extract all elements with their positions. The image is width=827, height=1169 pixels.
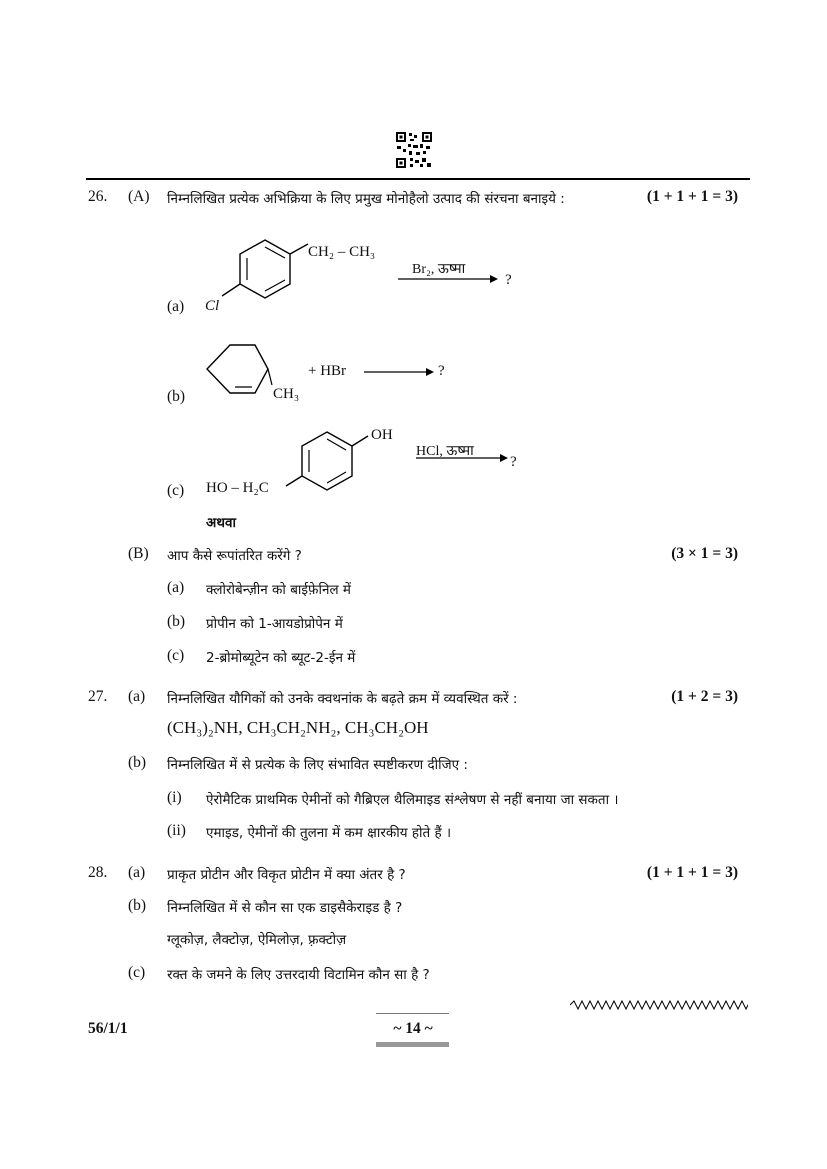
question-text: निम्नलिखित में से कौन सा एक डाइसैकेराइड है ? xyxy=(167,900,403,916)
sub-text: एमाइड, ऐमीनों की तुलना में कम क्षारकीय होते हैं । xyxy=(206,825,452,841)
question-number: 26. xyxy=(88,188,108,205)
sub-label: (i) xyxy=(167,789,182,806)
benzene-ring xyxy=(200,228,520,328)
marks: (1 + 1 + 1 = 3) xyxy=(646,188,738,205)
wavy-divider xyxy=(570,1000,748,1010)
part-label: (b) xyxy=(128,754,147,771)
page-number: ~ 14 ~ xyxy=(393,1020,433,1037)
reaction-label: (c) xyxy=(167,482,185,499)
reaction-label: (a) xyxy=(167,298,185,315)
sub-text: प्रोपीन को 1-आयडोप्रोपेन में xyxy=(206,616,343,632)
product: ? xyxy=(438,363,445,379)
reagent: Br₂, ऊष्मा xyxy=(412,262,466,277)
marks: (3 × 1 = 3) xyxy=(671,545,738,562)
part-label: (A) xyxy=(128,188,150,205)
substituent-left: Cl xyxy=(205,298,220,314)
footer-rule xyxy=(376,1042,449,1047)
sub-text: क्लोरोबेन्ज़ीन को बाईफ़ेनिल में xyxy=(206,582,351,598)
question-text: निम्नलिखित यौगिकों को उनके क्वथनांक के बढ़ते क्रम में व्यवस्थित करें : xyxy=(167,691,518,707)
substituent-left: HO – H₂C xyxy=(206,480,269,496)
question-text: रक्त के जमने के लिए उत्तरदायी विटामिन कौन सा है ? xyxy=(167,967,430,983)
substituent-top: CH₂ – CH₃ xyxy=(308,244,376,260)
qr-code-icon xyxy=(396,132,432,168)
footer-rule xyxy=(376,1013,449,1014)
header-rule xyxy=(86,178,750,180)
part-label: (B) xyxy=(128,545,149,562)
question-text: आप कैसे रूपांतरित करेंगे ? xyxy=(167,548,302,564)
marks: (1 + 1 + 1 = 3) xyxy=(646,864,738,881)
or-divider: अथवा xyxy=(206,515,236,531)
question-number: 28. xyxy=(88,864,108,881)
substituent-top: OH xyxy=(371,427,393,443)
sub-label: (c) xyxy=(167,647,185,664)
sub-label: (b) xyxy=(167,613,186,630)
question-number: 27. xyxy=(88,688,108,705)
options-list: ग्लूकोज़, लैक्टोज़, ऐमिलोज़, फ़्रक्टोज़ xyxy=(167,932,347,948)
substituent: CH₃ xyxy=(273,386,300,402)
reagent: HCl, ऊष्मा xyxy=(416,444,474,459)
reagent: + HBr xyxy=(308,363,347,379)
marks: (1 + 2 = 3) xyxy=(671,688,738,705)
part-label: (a) xyxy=(128,864,146,881)
paper-code: 56/1/1 xyxy=(88,1020,128,1037)
sub-label: (ii) xyxy=(167,822,186,839)
part-label: (a) xyxy=(128,688,146,705)
benzene-ring xyxy=(270,420,520,500)
sub-text: 2-ब्रोमोब्यूटेन को ब्यूट-2-ईन में xyxy=(206,650,356,666)
product: ? xyxy=(505,272,512,288)
compounds-formula: (CH₃)₂NH, CH₃CH₂NH₂, CH₃CH₂OH xyxy=(167,718,429,737)
question-text: निम्नलिखित प्रत्येक अभिक्रिया के लिए प्रमुख मोनोहैलो उत्पाद की संरचना बनाइये : xyxy=(167,191,565,207)
question-text: प्राकृत प्रोटीन और विकृत प्रोटीन में क्या अंतर है ? xyxy=(167,867,406,883)
reaction-label: (b) xyxy=(167,388,186,405)
question-text: निम्नलिखित में से प्रत्येक के लिए संभावित स्पष्टीकरण दीजिए : xyxy=(167,757,468,773)
product: ? xyxy=(510,454,517,470)
part-label: (c) xyxy=(128,964,146,981)
sub-text: ऐरोमैटिक प्राथमिक ऐमीनों को गैब्रिएल थैलिमाइड संश्लेषण से नहीं बनाया जा सकता । xyxy=(206,792,619,808)
sub-label: (a) xyxy=(167,579,185,596)
part-label: (b) xyxy=(128,897,147,914)
